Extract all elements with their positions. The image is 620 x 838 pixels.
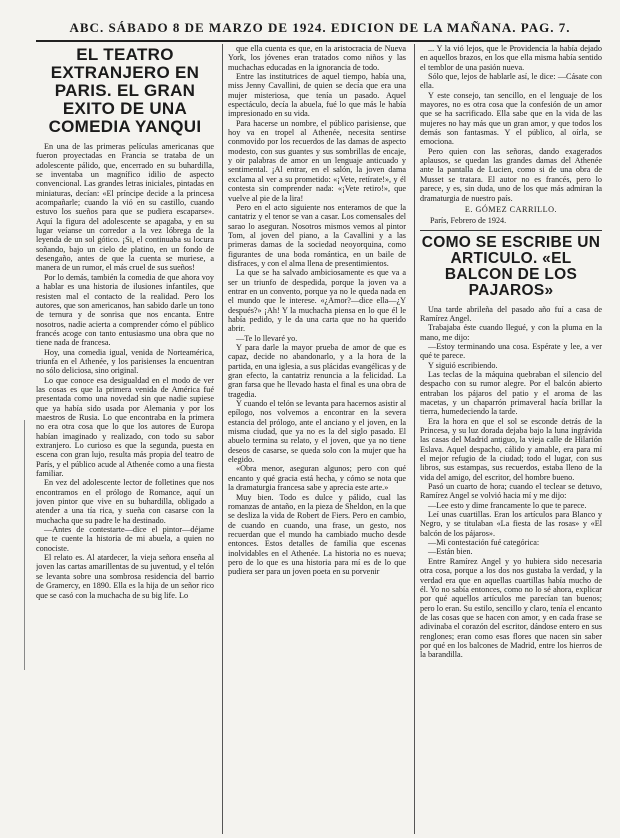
- article1-dateline: París, Febrero de 1924.: [430, 216, 507, 226]
- paragraph: Leí unas cuartillas. Eran los artículos para Blanco y Negro, y se titulaban «La fiesta de las rosas» y «El balcón de los pájaros».: [420, 510, 602, 538]
- article1-col1-body: [36, 142, 214, 600]
- paragraph: Y este consejo, tan sencillo, en el lenguaje de los mayores, no es otra cosa que la confesión de un amor que se ha sacrificado. Ella sabe que en la vida de las mujeres no hay más que un gran amor, y que todos los demás son fantasmas. Y el público, al oírla, se emociona.: [420, 90, 602, 147]
- column-divider-2: [414, 44, 415, 834]
- paragraph: —Te lo llevaré yo.: [236, 333, 298, 343]
- paragraph: Por lo demás, también la comedia de que ahora voy a hablar es una historia de ilusiones infantiles, que resisten mal el contacto de la realidad. Pero los autores, que son americanos, han sabido darle un tono de ternura y de sonrisa que nos encanta. Entre nosotros, nadie acierta a comprender cómo el público francés acoge con tanto entusiasmo una obra que no tiene nada de francesa.: [36, 272, 214, 348]
- paragraph: —Mi contestación fué categórica:: [428, 538, 540, 548]
- paragraph: Para hacerse un nombre, el público parisiense, que hoy va en tropel al Athenée, necesita sentirse conmovido por los recuerdos de las damas de aspecto modesto, con sus guantes y sus sombrillas de encaje, y oir palabras de amor en un lenguaje anticuado y sentimental. ¡Al entrar, en el salón, la joven dama exclama al ver a su prometido: «¡Vete, retírate!», y él contesta sin comprender nada: «¡Vete retiro!», que vuelve al pie de la lira!: [228, 118, 406, 203]
- article1-signature: E. GÓMEZ CARRILLO.: [464, 204, 558, 214]
- paragraph: Y siguió escribiendo.: [428, 360, 498, 370]
- column-1: [36, 44, 214, 834]
- paragraph: El relato es. Al atardecer, la vieja señora enseña al joven las cartas amarillentas de su juventud, y el telón se levanta sobre una sombrosa residencia del barrio de Gramercy, en 1890. Ella es la hija de un señor rico que se casó con la muchacha de su big life. Lo: [36, 553, 214, 600]
- paragraph: Entre las institutrices de aquel tiempo, había una, miss Jenny Cavallini, de quien se decía que era una mujer misteriosa, que tenía un pasado. Aquel espectáculo, decía la abuela, fué lo que más le había impresionado en su vida.: [228, 72, 406, 119]
- paragraph: Hoy, una comedia igual, venida de Norteamérica, triunfa en el Athenée, y los parisienses la encuentran no sólo deliciosa, sino original.: [36, 347, 214, 376]
- paragraph: Una tarde abrileña del pasado año fuí a casa de Ramírez Angel.: [420, 304, 602, 323]
- paragraph: —Lee esto y dime francamente lo que te parece.: [428, 500, 587, 510]
- paragraph: La que se ha salvado ambiciosamente es que va a ser un triunfo de despedida, porque la joven va a entrar en un convento, porque ya no le queda nada en el mundo que le interese. «¿Amor?—dice ella—¿Y después?» ¡Ah! Y la muchacha piensa en lo que él le había pedido, y le da una carta que no ha querido abrir.: [228, 268, 406, 334]
- paragraph: Entre Ramírez Angel y yo hubiera sido necesaria otra cosa, porque a los dos nos gustaba la verdad, y la verdad era que en aquellas cuartillas había mucho de él. Yo no sabía entonces, como no lo sé ahora, explicar por qué aquellos artículos me parecían tan buenos; pero lo eran. Su estilo, sencillo y claro, tenía el encanto de las cosas que se hacen con amor, y en cada frase se adivinaba el corazón del escritor, dándose entero en sus renglones; eran como esas flores que nacen sin saber por qué en los balcones de Madrid, entre los hierros de la barandilla.: [420, 556, 602, 660]
- paragraph: Sólo que, lejos de hablarle así, le dice: —Cásate con ella.: [420, 72, 602, 91]
- paragraph: —Estoy terminando una cosa. Espérate y lee, a ver qué te parece.: [420, 341, 602, 361]
- header-rule: [36, 40, 600, 42]
- column-3: [420, 44, 602, 834]
- paragraph: Pasó un cuarto de hora; cuando el teclear se detuvo, Ramírez Angel se volvió hacia mí y me dijo:: [420, 482, 602, 501]
- paragraph: Pero en el acto siguiente nos enteramos de que la cantatriz y el tenor se van a casar. Los comensales del sarao lo aseguran. Nosotros mismos vemos al pintor Tom, al joven del piano, a la Cavallini y a las primeras damas de la sociedad neoyorquina, como figurantes de una boda romántica, en un baile de disfraces, y con el alma llena de presentimientos.: [228, 202, 406, 268]
- column-divider-1: [222, 44, 223, 834]
- paragraph: Muy bien. Todo es dulce y pálido, cual las romanzas de antaño, en la pieza de Sheldon, en la que se desliza la vida de Robert de Fiers. Pero en cambio, de cuando en cuando, una frase, un gesto, nos recuerdan que el mundo ha cambiado mucho desde entonces. Estos detalles de familia que escenas inolvidables en el Athenée. La historia no es nueva; pero de lo que es una historia para mí es de lo que pudiera ser para un joven poeta en su porvenir: [228, 492, 406, 577]
- article-divider: [420, 230, 602, 231]
- paragraph: —Antes de contestarte—dice el pintor—déjame que te cuente la historia de mi abuela, a quien no conociste.: [36, 525, 214, 553]
- paragraph: —Están bien.: [428, 547, 473, 557]
- paragraph: En vez del adolescente lector de folletines que nos encontramos en el prólogo de Romance, aquí un joven pintor que vive en su buhardilla, obligado a atender a una tía rica, y sueña con casarse con la muchacha que su padre le ha destinado.: [36, 478, 214, 525]
- article2-title: COMO SE ESCRIBE UN ARTICULO. «EL BALCON DE LOS PAJAROS»: [421, 233, 601, 299]
- paragraph: Las teclas de la máquina quebraban el silencio del despacho con su rumor alegre. Por el balcón abierto entraban los pájaros del patio y el aroma de las macetas, y un chaparrón primaveral hacía brillar la tierra, humedeciendo la tarde.: [420, 369, 602, 417]
- paragraph: Trabajaba éste cuando llegué, y con la pluma en la mano, me dijo:: [420, 323, 602, 342]
- column-2: [228, 44, 406, 834]
- paragraph: «Obra menor, aseguran algunos; pero con qué encanto y qué gracia está hecha, y cómo se nota que la dramaturgia francesa sabe y aprecia este arte.»: [228, 464, 406, 493]
- article1-title: EL TEATRO EXTRANJERO EN PARIS. EL GRAN EXITO DE UNA COMEDIA YANQUI: [48, 45, 202, 136]
- page-header: ABC. SÁBADO 8 DE MARZO DE 1924. EDICION DE LA MAÑANA. PAG. 7.: [69, 20, 571, 35]
- paragraph: ... Y la vió lejos, que le Providencia la había dejado en aquellos brazos, en los que ella misma había sentido el temblor de una pasión nueva.: [420, 44, 602, 72]
- paragraph: Pero quien con las señoras, dando exagerados aplausos, se quedan las grandes damas del Athenée ante la pantalla de Lucien, como si de una obra de Musset se tratara. El autor no es francés, pero lo parece, y es, sin duda, uno de los que más admiran la dramaturgia de nuestro país.: [420, 146, 602, 203]
- paragraph: Y para darle la mayor prueba de amor de que es capaz, decide no abandonarlo, y a la hora de la partida, en una iglesia, a sus plácidas evangélicas y de gran efecto, la cantatriz renuncia a la felicidad. La gran farsa que he llevado hasta el final es una obra de tragedia.: [228, 343, 406, 399]
- paragraph: Y cuando el telón se levanta para hacernos asistir al epílogo, nos volvemos a encontrar en la severa estancia del prólogo, ante el anciano y el joven, en la misma ciudad, que ya no es la del siglo pasado. El abuelo termina su relato, y el joven, que ya no tiene deseos de casarse, se queda solo con la mujer que ha elegido.: [228, 399, 406, 465]
- margin-mark: [24, 420, 33, 670]
- paragraph: que ella cuenta es que, en la aristocracia de Nueva York, los jóvenes eran tratados como niños y las muchachas educadas en la ignorancia de todo.: [228, 44, 406, 72]
- paragraph: Era la hora en que el sol se esconde detrás de la Princesa, y su luz dorada dejaba bajo la luna ingrávida las casas del Madrid antiguo, la vieja calle de Hilarión Eslava. Aquel despacho, cálido y amable, era para mí el mejor refugio de la ciudad; todo el lugar, con sus libros, sus estampas, sus recuerdos, estaba lleno de la vida del amigo, del escritor, del hombre bueno.: [420, 416, 602, 482]
- paragraph: En una de las primeras películas americanas que fueron proyectadas en Francia se trataba de un adolescente pálido, que, encerrado en su buhardilla, se inventaba un magnífico idilio de aspecto convencional. Las grandes letras iniciales, pintadas en miniaturas, decían: «El príncipe decide a la princesa acompañarle; cuando la vió en su castillo, cuando estuvo los sueños para que se pudiera escaparse». Aquí la figura del adolescente se apagaba, y en su lugar veíanse un corredor a la vez lóbrega de la leyenda de un sol gótico. ¡Si, el continuaba su locura soñando, bajo un cielo de platino, en un fondo de desengaño, antes de que la cuenta se muriese, a manera de un rumor, el más cruel de sus sueños!: [36, 142, 214, 273]
- paragraph: Lo que conoce esa desigualdad en el modo de ver las cosas es que la primera venida de América fué presentada como una novedad sin que nadie supiese que ya había sido usada por Alemania y por los maestros de Rusia. Lo que encontraba en la primera no era otra cosa que lo que los autores de Europa habían imaginado y realizado, con todo su sabor extranjero. Lo curioso es que la segunda, puesta en escena con gran lujo, resulta más propia del teatro de París, y el público acude al Athenée como a una fiesta familiar.: [36, 375, 214, 479]
